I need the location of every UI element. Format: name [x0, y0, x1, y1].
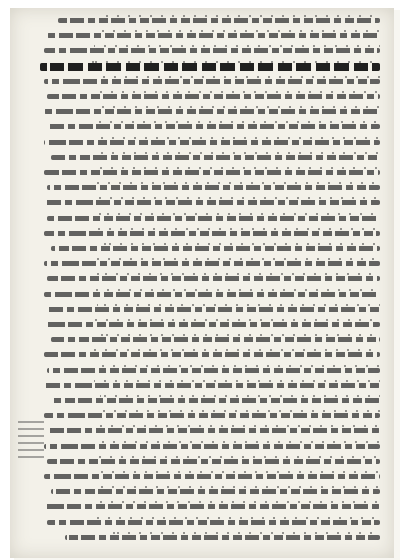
manuscript-text-line [44, 44, 380, 58]
manuscript-text-line [44, 409, 380, 423]
handwriting-stroke [47, 33, 380, 38]
diacritic-dots [94, 197, 380, 199]
diacritic-dots [100, 243, 380, 245]
manuscript-text-line [47, 455, 380, 469]
handwriting-stroke [44, 322, 380, 327]
diacritic-dots [100, 152, 380, 154]
manuscript-text-line [44, 105, 380, 119]
manuscript-text-line [44, 227, 380, 241]
diacritic-dots [94, 76, 380, 78]
handwriting-stroke [47, 428, 380, 433]
handwriting-stroke [44, 261, 380, 266]
handwriting-stroke [44, 383, 380, 388]
diacritic-dots [97, 517, 380, 519]
handwriting-stroke [44, 444, 380, 449]
manuscript-text-line [44, 136, 380, 150]
handwriting-stroke [47, 185, 380, 190]
handwriting-stroke [51, 246, 380, 251]
handwriting-stroke [44, 48, 380, 53]
diacritic-dots [100, 395, 380, 397]
manuscript-text-line [44, 379, 380, 393]
handwriting-stroke [47, 276, 380, 281]
handwriting-stroke [47, 216, 380, 221]
diacritic-dots [97, 365, 380, 367]
manuscript-text-line [44, 440, 380, 454]
manuscript-text-line [47, 424, 380, 438]
manuscript-text-line [58, 14, 380, 28]
diacritic-dots [94, 167, 380, 169]
manuscript-heading-line [40, 60, 380, 74]
diacritic-dots [94, 471, 380, 473]
manuscript-text-line [44, 257, 380, 271]
manuscript-text-line [47, 90, 380, 104]
diacritic-dots [97, 182, 380, 184]
handwriting-stroke [44, 292, 380, 297]
diacritic-dots [94, 137, 380, 139]
diacritic-dots [97, 91, 380, 93]
diacritic-dots [106, 15, 380, 17]
handwriting-stroke [47, 307, 380, 312]
diacritic-dots [94, 258, 380, 260]
diacritic-dots [94, 319, 380, 321]
diacritic-dots [94, 410, 380, 412]
manuscript-text-line [47, 303, 380, 317]
manuscript-text-line [44, 288, 380, 302]
manuscript-text-line [44, 470, 380, 484]
manuscript-text-line [47, 212, 380, 226]
diacritic-dots [97, 273, 380, 275]
handwriting-stroke [51, 398, 380, 403]
handwriting-stroke [51, 155, 380, 160]
manuscript-text-line [47, 120, 380, 134]
handwriting-stroke [51, 337, 380, 342]
handwriting-stroke [44, 79, 380, 84]
diacritic-dots [94, 289, 380, 291]
manuscript-text-line [47, 181, 380, 195]
diacritic-dots [97, 213, 380, 215]
handwriting-stroke [44, 352, 380, 357]
manuscript-text-line [51, 333, 380, 347]
diacritic-dots [94, 228, 380, 230]
diacritic-dots [100, 486, 380, 488]
handwriting-stroke [44, 140, 380, 145]
handwriting-stroke [47, 124, 380, 129]
manuscript-text-line [44, 166, 380, 180]
diacritic-dots [94, 501, 380, 503]
diacritic-dots [97, 425, 380, 427]
handwriting-stroke [44, 200, 380, 205]
manuscript-text-line [47, 29, 380, 43]
manuscript-text-line [44, 75, 380, 89]
handwriting-stroke [47, 368, 380, 373]
handwriting-stroke [47, 94, 380, 99]
paper-sheet [10, 8, 394, 558]
diacritic-dots [100, 334, 380, 336]
manuscript-text-line [51, 394, 380, 408]
diacritic-dots [94, 45, 380, 47]
handwriting-stroke [44, 413, 380, 418]
handwriting-stroke [65, 535, 380, 540]
manuscript-text-line [44, 348, 380, 362]
manuscript-text-line [65, 531, 380, 545]
diacritic-dots [94, 380, 380, 382]
diacritic-dots [94, 106, 380, 108]
handwriting-stroke [44, 474, 380, 479]
manuscript-text-line [44, 196, 380, 210]
handwriting-stroke [40, 63, 380, 71]
manuscript-text-line [51, 151, 380, 165]
diacritic-dots [97, 30, 380, 32]
diacritic-dots [112, 532, 380, 534]
margin-annotation [18, 418, 44, 458]
handwriting-stroke [51, 489, 380, 494]
diacritic-dots [97, 304, 380, 306]
handwriting-stroke [44, 109, 380, 114]
handwriting-stroke [47, 459, 380, 464]
handwriting-stroke [44, 504, 380, 509]
manuscript-text-line [51, 485, 380, 499]
diacritic-dots [94, 441, 380, 443]
diacritic-dots [97, 456, 380, 458]
manuscript-text-line [47, 272, 380, 286]
manuscript-text-line [51, 242, 380, 256]
handwriting-stroke [47, 520, 380, 525]
diacritic-dots [97, 121, 380, 123]
manuscript-text-line [44, 318, 380, 332]
handwriting-stroke [44, 231, 380, 236]
manuscript-text-line [47, 364, 380, 378]
manuscript-text-line [44, 500, 380, 514]
manuscript-text-line [47, 516, 380, 530]
handwriting-stroke [58, 18, 380, 23]
diacritic-dots [91, 61, 380, 63]
handwriting-stroke [44, 170, 380, 175]
diacritic-dots [94, 349, 380, 351]
